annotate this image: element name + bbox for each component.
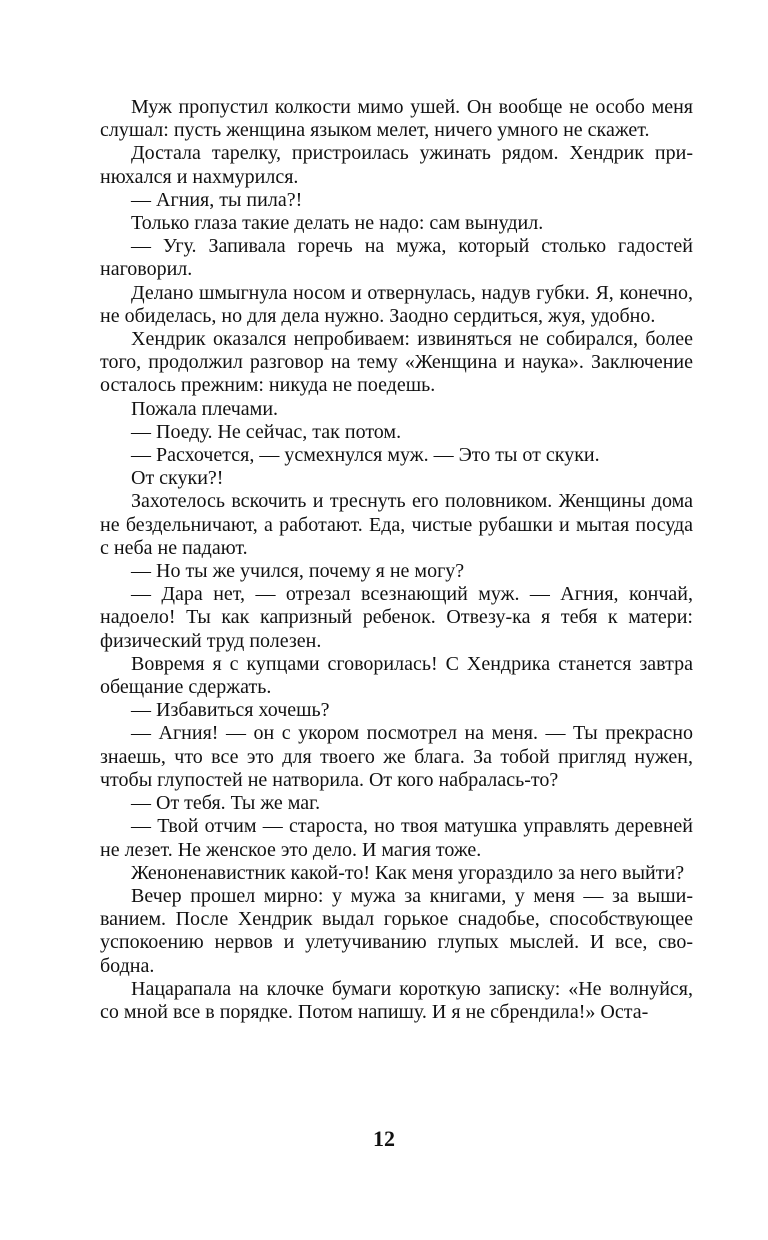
paragraph: — Угу. Запивала горечь на мужа, который столько гадостей наговорил. [100,235,693,281]
paragraph: — Агния, ты пила?! [131,188,303,211]
paragraph: От скуки?! [131,467,224,490]
body-text [100,96,693,1024]
paragraph: Только глаза такие делать не надо: сам вынудил. [131,212,544,235]
paragraph: Захотелось вскочить и треснуть его половником. Женщины дома не бездельничают, а работают. Еда, чистые рубашки и мытая посуда с неба не падают. [100,490,693,559]
paragraph: Вечер прошел мирно: у мужа за книгами, у меня — за вышиванием. После Хендрик выдал горькое снадобье, способствующее успокоению нервов и улетучиванию глупых мыслей. И все, свободна. [100,884,693,977]
paragraph: — Дара нет, — отрезал всезнающий муж. — Агния, кончай, надоело! Ты как капризный ребенок. Отвезу-ка я тебя к матери: физический труд полезен. [100,583,693,652]
paragraph: Нацарапала на клочке бумаги короткую записку: «Не волнуйся, со мной все в порядке. Потом напишу. И я не сбрендила!» Оста- [100,977,693,1023]
paragraph: — Но ты же учился, почему я не могу? [131,560,465,583]
paragraph: Муж пропустил колкости мимо ушей. Он вообще не особо меня слушал: пусть женщина языком мелет, ничего умного не скажет. [100,96,693,142]
paragraph: Пожала плечами. [131,397,279,420]
paragraph: Делано шмыгнула носом и отвернулась, надув губки. Я, конечно, не обиделась, но для дела нужно. Заодно сердиться, жуя, удобно. [100,281,693,327]
paragraph: — От тебя. Ты же маг. [131,792,321,815]
paragraph: Достала тарелку, пристроилась ужинать рядом. Хендрик принюхался и нахмурился. [100,142,693,188]
paragraph: Хендрик оказался непробиваем: извиняться не собирался, более того, продолжил разговор на тему «Женщина и наука». Заключение осталось прежним: никуда не поедешь. [100,328,693,397]
paragraph: — Поеду. Не сейчас, так потом. [131,420,402,443]
paragraph: Женоненавистник какой-то! Как меня угораздило за него выйти? [131,861,685,884]
paragraph: Вовремя я с купцами сговорилась! С Хендрика станется завтра обещание сдержать. [100,652,693,699]
paragraph: — Агния! — он с укором посмотрел на меня. — Ты прекрасно знаешь, что все это для твоего же блага. За тобой пригляд нужен, чтобы глупостей не натворила. От кого набралась-то? [100,722,693,791]
paragraph: — Избавиться хочешь? [131,699,330,722]
paragraph: — Твой отчим — староста, но твоя матушка управлять деревней не лезет. Не женское это дело. И магия тоже. [100,815,693,861]
paragraph: — Расхочется, — усмехнулся муж. — Это ты от скуки. [131,444,600,467]
page-number: 12 [373,1126,395,1151]
